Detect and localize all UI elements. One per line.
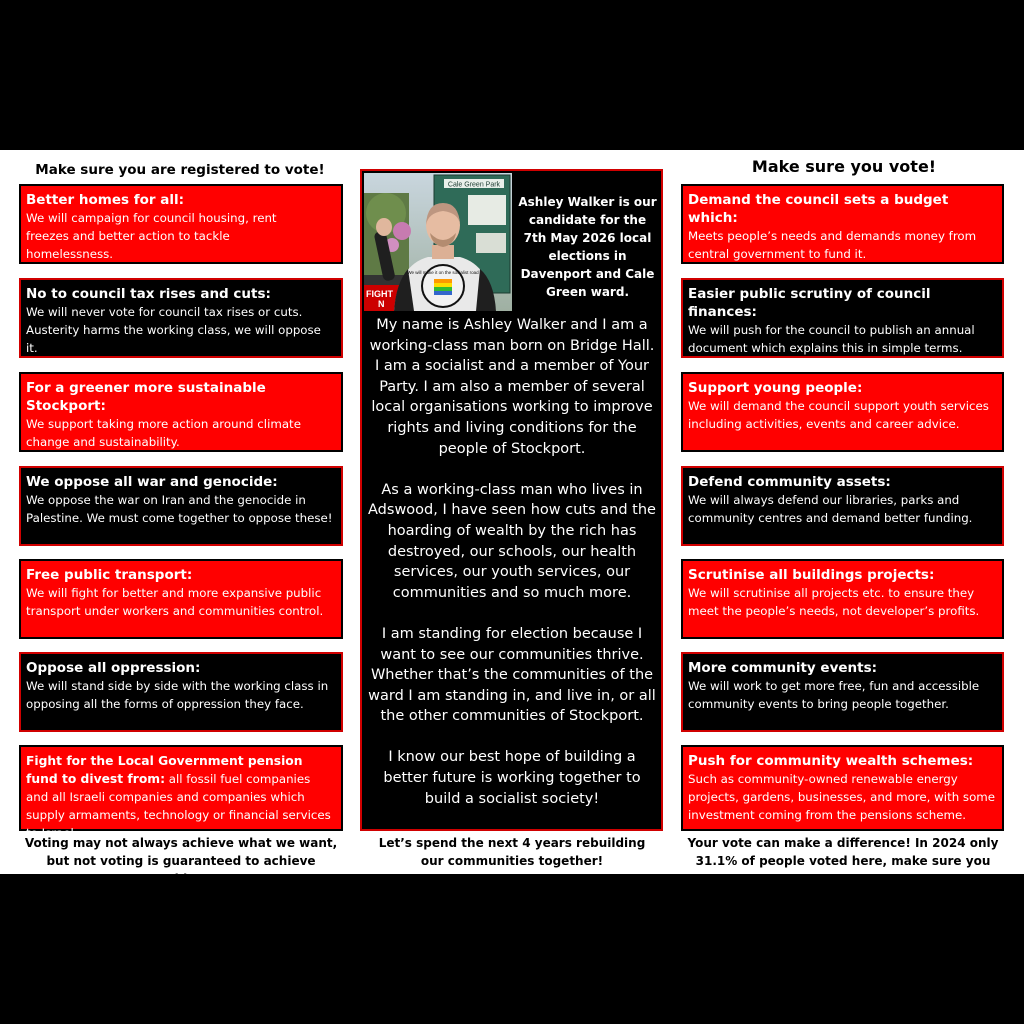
pledge-body: We will stand side by side with the working class in opposing all the forms of oppression they face. (26, 679, 329, 711)
pledge-heading: We oppose all war and genocide: (26, 474, 278, 490)
pledge-heading: For a greener more sustainable Stockport: (26, 380, 266, 414)
pledge-body: We oppose the war on Iran and the genocide in Palestine. We must come together to oppose these! (26, 493, 333, 525)
left-column-title: Make sure you are registered to vote! (35, 162, 325, 178)
pledge-heading: Oppose all oppression: (26, 660, 201, 676)
pledge-box-council-tax (19, 278, 343, 358)
pledge-box-young-people (681, 372, 1004, 452)
pledge-body: We will push for the council to publish an annual document which explains this in simple terms. (688, 323, 975, 355)
pledge-body: We will demand the council support youth services including activities, events and career advice. (688, 399, 989, 431)
pledge-heading: More community events: (688, 660, 878, 676)
pledge-heading: Push for community wealth schemes: (688, 753, 974, 769)
pledge-box-building-projects (681, 559, 1004, 639)
pledge-heading: Free public transport: (26, 567, 193, 583)
pledge-body: We will always defend our libraries, parks and community centres and demand better funding. (688, 493, 973, 525)
pledge-heading: No to council tax rises and cuts: (26, 286, 271, 302)
pledge-box-community-events (681, 652, 1004, 732)
banner-text: FIGHT (366, 289, 393, 299)
pledge-body: Meets people’s needs and demands money from central government to fund it. (688, 229, 977, 261)
pledge-box-public-transport (19, 559, 343, 639)
candidate-caption: Ashley Walker is our candidate for the 7th May 2026 local elections in Davenport and Cale Green ward. (518, 195, 657, 299)
bio-paragraph: My name is Ashley Walker and I am a working-class man born on Bridge Hall. I am a socialist and a member of Your Party. I am also a member of several local organisations working to improve rights and living conditions for the people of Stockport. (369, 317, 655, 457)
pledge-box-greener-stockport (19, 372, 343, 452)
svg-text:N: N (378, 299, 385, 309)
pledge-heading: Scrutinise all buildings projects: (688, 567, 935, 583)
pledge-box-oppose-war (19, 466, 343, 546)
pledge-box-budget (681, 184, 1004, 264)
pledge-text (26, 752, 336, 842)
pledge-body: We will work to get more free, fun and accessible community events to bring people together. (688, 679, 980, 711)
bio-paragraph: I know our best hope of building a better future is working together to build a socialist society! (383, 749, 641, 807)
pledge-body: Such as community-owned renewable energy projects, gardens, businesses, and more, with some investment coming from the pensions scheme. (688, 772, 996, 822)
bio-paragraph: I am standing for election because I want to see our communities thrive. Whether that’s the communities of the ward I am standing in, and live in, or all the other communities of Stockport. (368, 625, 656, 725)
right-column-title: Make sure you vote! (751, 157, 937, 176)
pledge-box-community-wealth (681, 745, 1004, 831)
pledge-box-public-scrutiny (681, 278, 1004, 358)
pledge-body: We will campaign for council housing, rent freezes and better action to tackle homelessness. (26, 211, 277, 261)
candidate-bio (366, 315, 658, 809)
pledge-body: We will fight for better and more expansive public transport under workers and communities control. (26, 586, 324, 618)
candidate-photo-image (364, 173, 512, 311)
pledge-body: We will scrutinise all projects etc. to ensure they meet the people’s needs, not developer’s profits. (688, 586, 980, 618)
pledge-box-better-homes (19, 184, 343, 264)
pledge-body: all fossil fuel companies and all Israeli companies and companies which supply armaments, technology or financial services to Israel. (26, 772, 331, 840)
park-sign-text: Cale Green Park (447, 181, 501, 189)
pledge-box-oppose-oppression (19, 652, 343, 732)
right-footer-note: Your vote can make a difference! In 2024 only 31.1% of people voted here, make sure you vote! (687, 836, 999, 886)
pledge-box-pension-divest (19, 745, 343, 840)
pledge-box-community-assets (681, 466, 1004, 546)
pledge-heading: Support young people: (688, 380, 863, 396)
left-footer-note: Voting may not always achieve what we want, but not voting is guaranteed to achieve nothing! (24, 836, 338, 886)
candidate-panel (360, 169, 663, 831)
badge-text: We will make it on the socialist road (407, 270, 479, 275)
pledge-heading: Defend community assets: (688, 474, 891, 490)
pledge-heading: Demand the council sets a budget which: (688, 192, 949, 226)
center-footer-note: Let’s spend the next 4 years rebuilding our communities together! (378, 836, 646, 868)
candidate-photo (364, 173, 512, 311)
pledge-body: We will never vote for council tax rises or cuts. Austerity harms the working class, we will oppose it. (26, 305, 321, 355)
pledge-heading: Fight for the Local Government pension fund to divest from: (26, 754, 303, 786)
pledge-heading: Better homes for all: (26, 192, 184, 208)
pledge-body: We support taking more action around climate change and sustainability. (26, 417, 301, 449)
pledge-heading: Easier public scrutiny of council finances: (688, 286, 931, 320)
bio-paragraph: As a working-class man who lives in Adswood, I have seen how cuts and the hoarding of wealth by the rich has destroyed, our schools, our health services, our youth services, our communities and so much more. (368, 481, 656, 601)
